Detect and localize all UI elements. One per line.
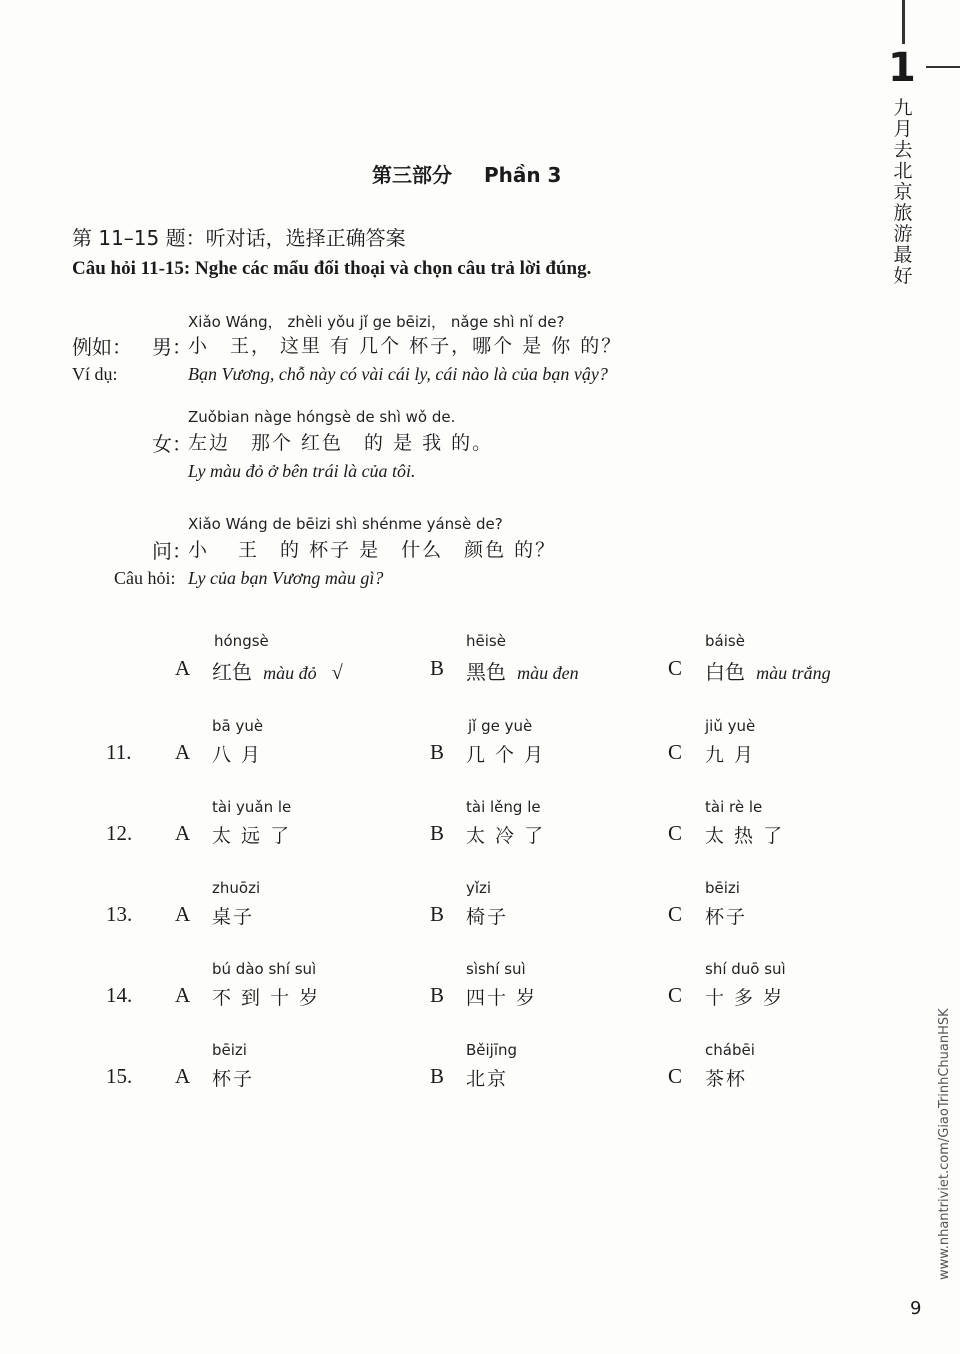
example-option-a <box>212 656 343 685</box>
example-option-a-zh: 红色 <box>212 660 252 684</box>
example-option-a-pinyin: hóngsè <box>214 632 269 650</box>
question-number: 11. <box>106 740 132 764</box>
option-a-zh: 八 月 <box>212 744 263 766</box>
option-c-zh: 茶杯 <box>705 1068 748 1090</box>
option-c-letter[interactable]: C <box>668 1064 683 1088</box>
option-b-zh: 几 个 月 <box>466 744 546 766</box>
example-label-zh: 例如： <box>72 335 132 359</box>
option-b-pinyin: yǐzi <box>466 879 492 897</box>
instruction-zh: 第 11–15 题：听对话，选择正确答案 <box>72 226 406 250</box>
example-option-a-vi: màu đỏ <box>263 663 317 683</box>
section-heading-zh: 第三部分 <box>372 163 452 187</box>
example-option-a-letter: A <box>175 656 191 680</box>
option-a-pinyin: tài yuǎn le <box>212 798 292 816</box>
example-woman-zh: 左边 那个 红色 的 是 我 的。 <box>188 432 494 454</box>
checkmark-icon: √ <box>331 662 343 684</box>
example-woman-pinyin: Zuǒbian nàge hóngsè de shì wǒ de. <box>188 408 456 426</box>
example-question-pinyin: Xiǎo Wáng de bēizi shì shénme yánsè de? <box>188 515 503 533</box>
option-b-zh: 四十 岁 <box>466 987 538 1009</box>
option-b-pinyin: Běijīng <box>466 1041 518 1059</box>
example-question-speaker: 问： <box>152 539 192 563</box>
example-label-vi: Ví dụ: <box>72 364 118 384</box>
option-a-zh: 杯子 <box>212 1068 255 1090</box>
option-b-zh: 椅子 <box>466 906 509 928</box>
option-c-zh: 太 热 了 <box>705 825 785 847</box>
watermark-url: www.nhantriviet.com/GiaoTrinhChuanHSK <box>937 1008 952 1280</box>
example-man-pinyin: Xiǎo Wáng， zhèli yǒu jǐ ge bēizi， nǎge shì nǐ de? <box>188 313 565 331</box>
option-c-letter[interactable]: C <box>668 821 683 845</box>
option-b-pinyin: sìshí suì <box>466 960 526 978</box>
option-b-pinyin: tài lěng le <box>466 798 541 816</box>
option-c-pinyin: chábēi <box>705 1041 755 1059</box>
example-question-vi: Ly của bạn Vương màu gì? <box>188 568 384 588</box>
example-man-speaker: 男： <box>152 335 192 359</box>
chapter-number: 1 <box>888 45 916 91</box>
option-c-pinyin: bēizi <box>705 879 740 897</box>
option-c-letter[interactable]: C <box>668 740 683 764</box>
example-option-b-zh: 黑色 <box>466 660 506 684</box>
option-a-pinyin: bā yuè <box>212 717 264 735</box>
tab-divider-horizontal <box>926 66 960 68</box>
option-b-zh: 太 冷 了 <box>466 825 546 847</box>
question-number: 14. <box>106 983 133 1007</box>
option-a-pinyin: zhuōzi <box>212 879 261 897</box>
example-option-c <box>705 656 831 685</box>
example-woman-speaker: 女： <box>152 432 192 456</box>
section-heading <box>372 159 561 188</box>
option-b-letter[interactable]: B <box>430 1064 445 1088</box>
option-a-pinyin: bú dào shí suì <box>212 960 317 978</box>
option-a-letter[interactable]: A <box>175 983 191 1007</box>
example-option-b-pinyin: hēisè <box>466 632 506 650</box>
option-c-zh: 九 月 <box>705 744 756 766</box>
option-b-pinyin: jǐ ge yuè <box>468 717 533 735</box>
chapter-title: 九月去北京旅游最好 <box>893 97 913 287</box>
question-number: 15. <box>106 1064 133 1088</box>
option-c-zh: 杯子 <box>705 906 748 928</box>
example-option-c-zh: 白色 <box>705 660 745 684</box>
page-number: 9 <box>910 1298 922 1319</box>
section-heading-vi: Phần 3 <box>483 163 562 187</box>
option-c-letter[interactable]: C <box>668 902 683 926</box>
example-option-b-vi: màu đen <box>517 663 579 683</box>
option-a-zh: 太 远 了 <box>212 825 292 847</box>
example-option-c-vi: màu trắng <box>756 663 831 683</box>
option-a-zh: 桌子 <box>212 906 255 928</box>
example-man-zh: 小 王， 这里 有 几个 杯子，哪个 是 你 的？ <box>188 335 623 357</box>
option-c-zh: 十 多 岁 <box>705 987 785 1009</box>
option-c-pinyin: tài rè le <box>705 798 763 816</box>
option-c-pinyin: shí duō suì <box>705 960 786 978</box>
option-a-pinyin: bēizi <box>212 1041 247 1059</box>
question-number: 13. <box>106 902 133 926</box>
option-b-letter[interactable]: B <box>430 902 445 926</box>
instruction-vi: Câu hỏi 11-15: Nghe các mẩu đối thoại và chọn câu trả lời đúng. <box>72 258 592 279</box>
example-option-c-pinyin: báisè <box>705 632 745 650</box>
option-c-pinyin: jiǔ yuè <box>705 717 756 735</box>
option-b-zh: 北京 <box>466 1068 509 1090</box>
tab-divider-vertical <box>902 0 905 44</box>
option-a-letter[interactable]: A <box>175 821 191 845</box>
option-a-letter[interactable]: A <box>175 740 191 764</box>
option-a-zh: 不 到 十 岁 <box>212 987 321 1009</box>
example-man-vi: Bạn Vương, chỗ này có vài cái ly, cái nào là của bạn vậy? <box>188 364 608 384</box>
example-question-zh: 小 王 的 杯子 是 什么 颜色 的？ <box>188 539 557 561</box>
example-question-label-vi: Câu hỏi: <box>114 568 176 588</box>
example-option-b-letter: B <box>430 656 445 680</box>
example-option-b <box>466 656 579 685</box>
example-option-c-letter: C <box>668 656 683 680</box>
option-b-letter[interactable]: B <box>430 821 445 845</box>
example-woman-vi: Ly màu đỏ ở bên trái là của tôi. <box>188 461 416 481</box>
question-number: 12. <box>106 821 133 845</box>
option-b-letter[interactable]: B <box>430 983 445 1007</box>
option-a-letter[interactable]: A <box>175 1064 191 1088</box>
option-b-letter[interactable]: B <box>430 740 445 764</box>
option-c-letter[interactable]: C <box>668 983 683 1007</box>
option-a-letter[interactable]: A <box>175 902 191 926</box>
